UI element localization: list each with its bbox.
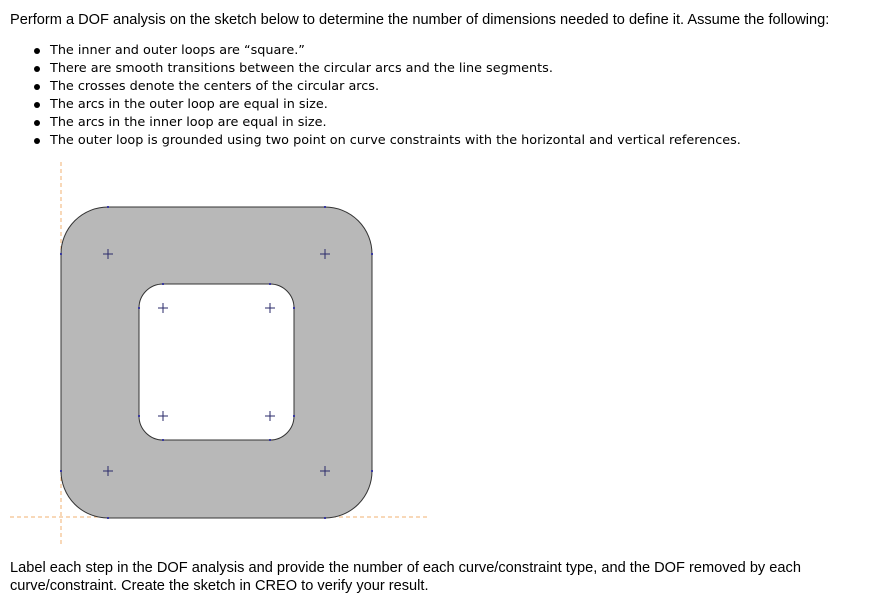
closing-instructions: Label each step in the DOF analysis and provide the number of each curve/constraint type, and the DOF removed by each curve/constraint. Create the sketch in CREO to verify your result. — [10, 560, 801, 594]
arc-center-cross — [158, 411, 168, 421]
assumption-item: The outer loop is grounded using two point on curve constraints with the horizontal and vertical references. — [34, 132, 741, 150]
assumption-item: The arcs in the inner loop are equal in size. — [34, 114, 741, 132]
intro-text: Perform a DOF analysis on the sketch below to determine the number of dimensions needed to define it. Assume the following: — [10, 12, 830, 28]
assumption-item: The inner and outer loops are “square.” — [34, 42, 741, 60]
assumption-item: The arcs in the outer loop are equal in size. — [34, 96, 741, 114]
assumption-item: There are smooth transitions between the circular arcs and the line segments. — [34, 60, 741, 78]
arc-center-cross — [265, 411, 275, 421]
assumption-list — [34, 42, 741, 150]
arc-center-cross — [158, 303, 168, 313]
arc-center-cross — [265, 303, 275, 313]
sketch-figure — [10, 162, 430, 547]
assumption-item: The crosses denote the centers of the circular arcs. — [34, 78, 741, 96]
